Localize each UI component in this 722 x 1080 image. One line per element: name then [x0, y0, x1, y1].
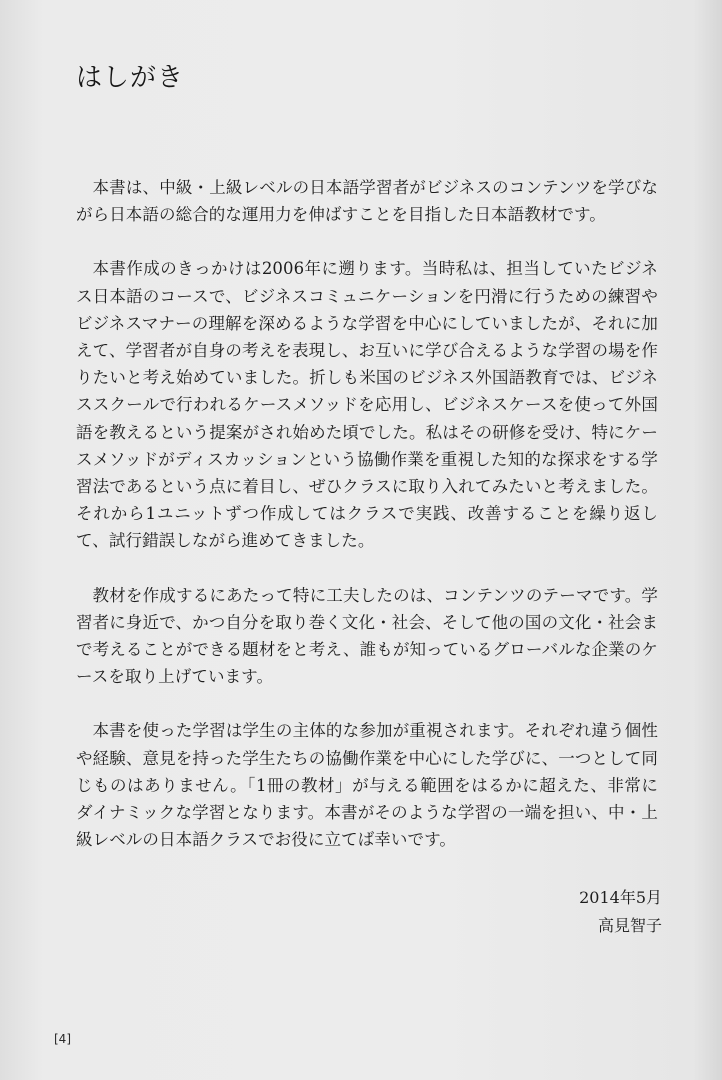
- page-title: はしがき: [76, 63, 185, 93]
- author-name: 高見智子: [597, 916, 662, 935]
- date-line: 2014年5月: [579, 888, 662, 907]
- preface-body: [76, 174, 658, 853]
- paragraph-1: 本書は、中級・上級レベルの日本語学習者がビジネスのコンテンツを学びながら日本語の総合的な運用力を伸ばすことを目指した日本語教材です。: [76, 178, 658, 225]
- signature-block: [579, 884, 662, 940]
- paragraph-2: 本書作成のきっかけは2006年に遡ります。当時私は、担当していたビジネス日本語のコースで、ビジネスコミュニケーションを円滑に行うための練習やビジネスマナーの理解を深めるような学習を中心にしていましたが、それに加えて、学習者が自身の考えを表現し、お互いに学び合えるような学習の場を作りたいと考え始めていました。折しも米国のビジネス外国語教育では、ビジネススクールで行われるケースメソッドを応用し、ビジネスケースを使って外国語を教えるという提案がされ始めた頃でした。私はその研修を受け、特にケースメソッドがディスカッションという協働作業を重視した知的な探求をする学習法であるという点に着目し、ぜひクラスに取り入れてみたいと考えました。それから1ユニットずつ作成してはクラスで実践、改善することを繰り返して、試行錯誤しながら進めてきました。: [76, 259, 658, 551]
- page-number: [4]: [54, 1032, 71, 1046]
- paragraph-3: 教材を作成するにあたって特に工夫したのは、コンテンツのテーマです。学習者に身近で、かつ自分を取り巻く文化・社会、そして他の国の文化・社会まで考えることができる題材をと考え、誰もが知っているグローバルな企業のケースを取り上げています。: [76, 585, 658, 687]
- paragraph-4: 本書を使った学習は学生の主体的な参加が重視されます。それぞれ違う個性や経験、意見を持った学生たちの協働作業を中心にした学びに、一つとして同じものはありません。「1冊の教材」が与える範囲をはるかに超えた、非常にダイナミックな学習となります。本書がそのような学習の一端を担い、中・上級レベルの日本語クラスでお役に立てば幸いです。: [76, 721, 658, 850]
